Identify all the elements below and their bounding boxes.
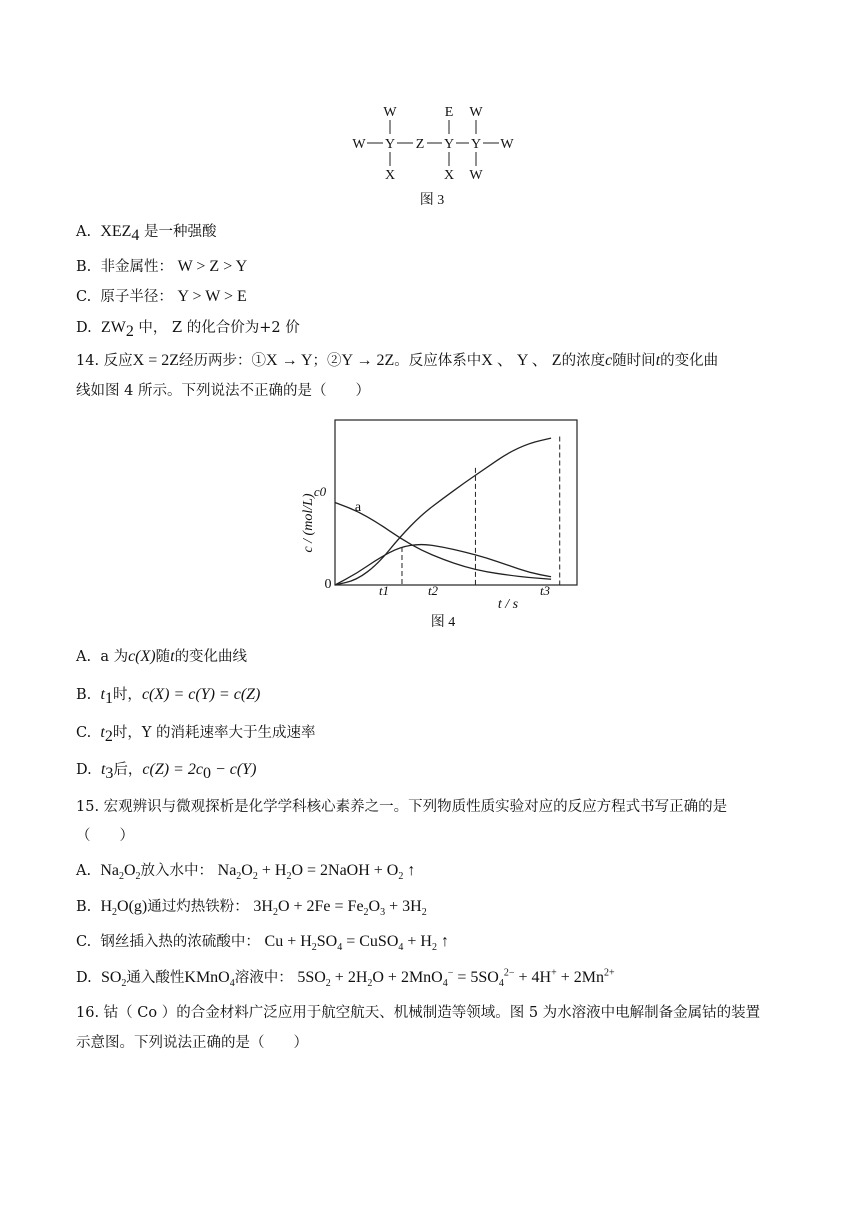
chart-ylabel: c / (mol/L)	[301, 493, 316, 553]
q15-option-a: A. $Na_2O_2$放入水中： $Na_2O_2 + H_2O$ = 2NaOH + $O_2$ ↑	[76, 862, 416, 883]
atom-y-1: Y	[384, 137, 396, 152]
figure-3-structure	[340, 100, 530, 210]
atom-w-bottom: W	[469, 168, 483, 183]
q14-option-b: B. $t_1$时，c(X) = c(Y) = c(Z)	[76, 686, 261, 707]
chart-origin-label: 0	[324, 577, 332, 592]
atom-w-left: W	[352, 137, 366, 152]
q14-stem-line1: 14. 反应X = 2Z经历两步：①X → Y；②Y → 2Z。反应体系中X 、 Y 、 Z的浓度c随时间t的变化曲	[76, 352, 719, 369]
chart-curve-label-a: a	[354, 500, 362, 515]
chart-x-tick-t1: t1	[378, 583, 390, 598]
q14-option-d: D. $t_3$后，$c(Z) = 2c_0 - c(Y)$	[76, 761, 257, 782]
chart-y-tick-c0: c0	[313, 484, 327, 499]
q15-option-c: C. 钢丝插入热的浓硫酸中： $Cu + H_2SO_4$ = CuSO$_4$ + $H_2$ ↑	[76, 933, 449, 954]
figure-3-caption: 图 3	[419, 193, 445, 208]
atom-z: Z	[415, 137, 425, 152]
atom-x-1: X	[384, 168, 396, 183]
q15-stem-line1: 15. 宏观辨识与微观探析是化学学科核心素养之一。下列物质性质实验对应的反应方程式书写正确的是	[76, 799, 728, 815]
atom-y-2: Y	[443, 137, 455, 152]
figure-3	[340, 100, 530, 210]
atom-y-3: Y	[470, 137, 482, 152]
chart-series-2	[335, 438, 551, 585]
chart-x-tick-t2: t2	[427, 583, 439, 598]
chart-series-3	[335, 545, 551, 585]
q16-stem-line2: 示意图。下列说法正确的是（ ）	[76, 1035, 308, 1051]
q13-option-c: C. 原子半径： Y > W > E	[76, 288, 247, 305]
q14-option-c: C. $t_2$时，Y 的消耗速率大于生成速率	[76, 724, 316, 745]
q14-option-a: A. a 为c(X)随t的变化曲线	[76, 648, 248, 665]
atom-w-top-2: W	[469, 105, 483, 120]
q13-option-a: A. $XEZ_4$ 是一种强酸	[76, 223, 217, 244]
q13-option-d: D. $ZW_2$ 中， Z 的化合价为+2 价	[76, 319, 300, 340]
q16-stem-line1: 16. 钴（ Co ）的合金材料广泛应用于航空航天、机械制造等领域。图 5 为水溶液中电解制备金属钴的装置	[76, 1005, 761, 1021]
figure-4	[290, 408, 590, 633]
q15-option-d: D. $SO_2$通入酸性KMnO$_4$溶液中： $5SO_2 + 2H_2O + 2MnO_4^- = 5SO_4^{2-} + 4H^+ + 2Mn^{2+}$	[76, 967, 615, 990]
figure-4-chart	[290, 408, 590, 633]
q15-option-b: B. $H_2O(g)$通过灼热铁粉： $3H_2O + 2Fe = Fe_2O_3 + 3H_2$	[76, 898, 427, 919]
q14-stem-line2: 线如图 4 所示。下列说法不正确的是（ ）	[76, 383, 370, 399]
q15-stem-line2: （ ）	[76, 828, 134, 844]
q13-option-b: B. 非金属性： W > Z > Y	[76, 258, 248, 275]
chart-plot-frame	[335, 420, 577, 585]
atom-w-top-1: W	[383, 105, 397, 120]
atom-w-right: W	[500, 137, 514, 152]
chart-series-1	[335, 503, 551, 580]
atom-x-2: X	[443, 168, 455, 183]
chart-xlabel: t / s	[497, 597, 519, 612]
atom-e: E	[444, 105, 454, 120]
figure-4-caption: 图 4	[430, 615, 456, 630]
chart-x-tick-t3: t3	[539, 583, 551, 598]
